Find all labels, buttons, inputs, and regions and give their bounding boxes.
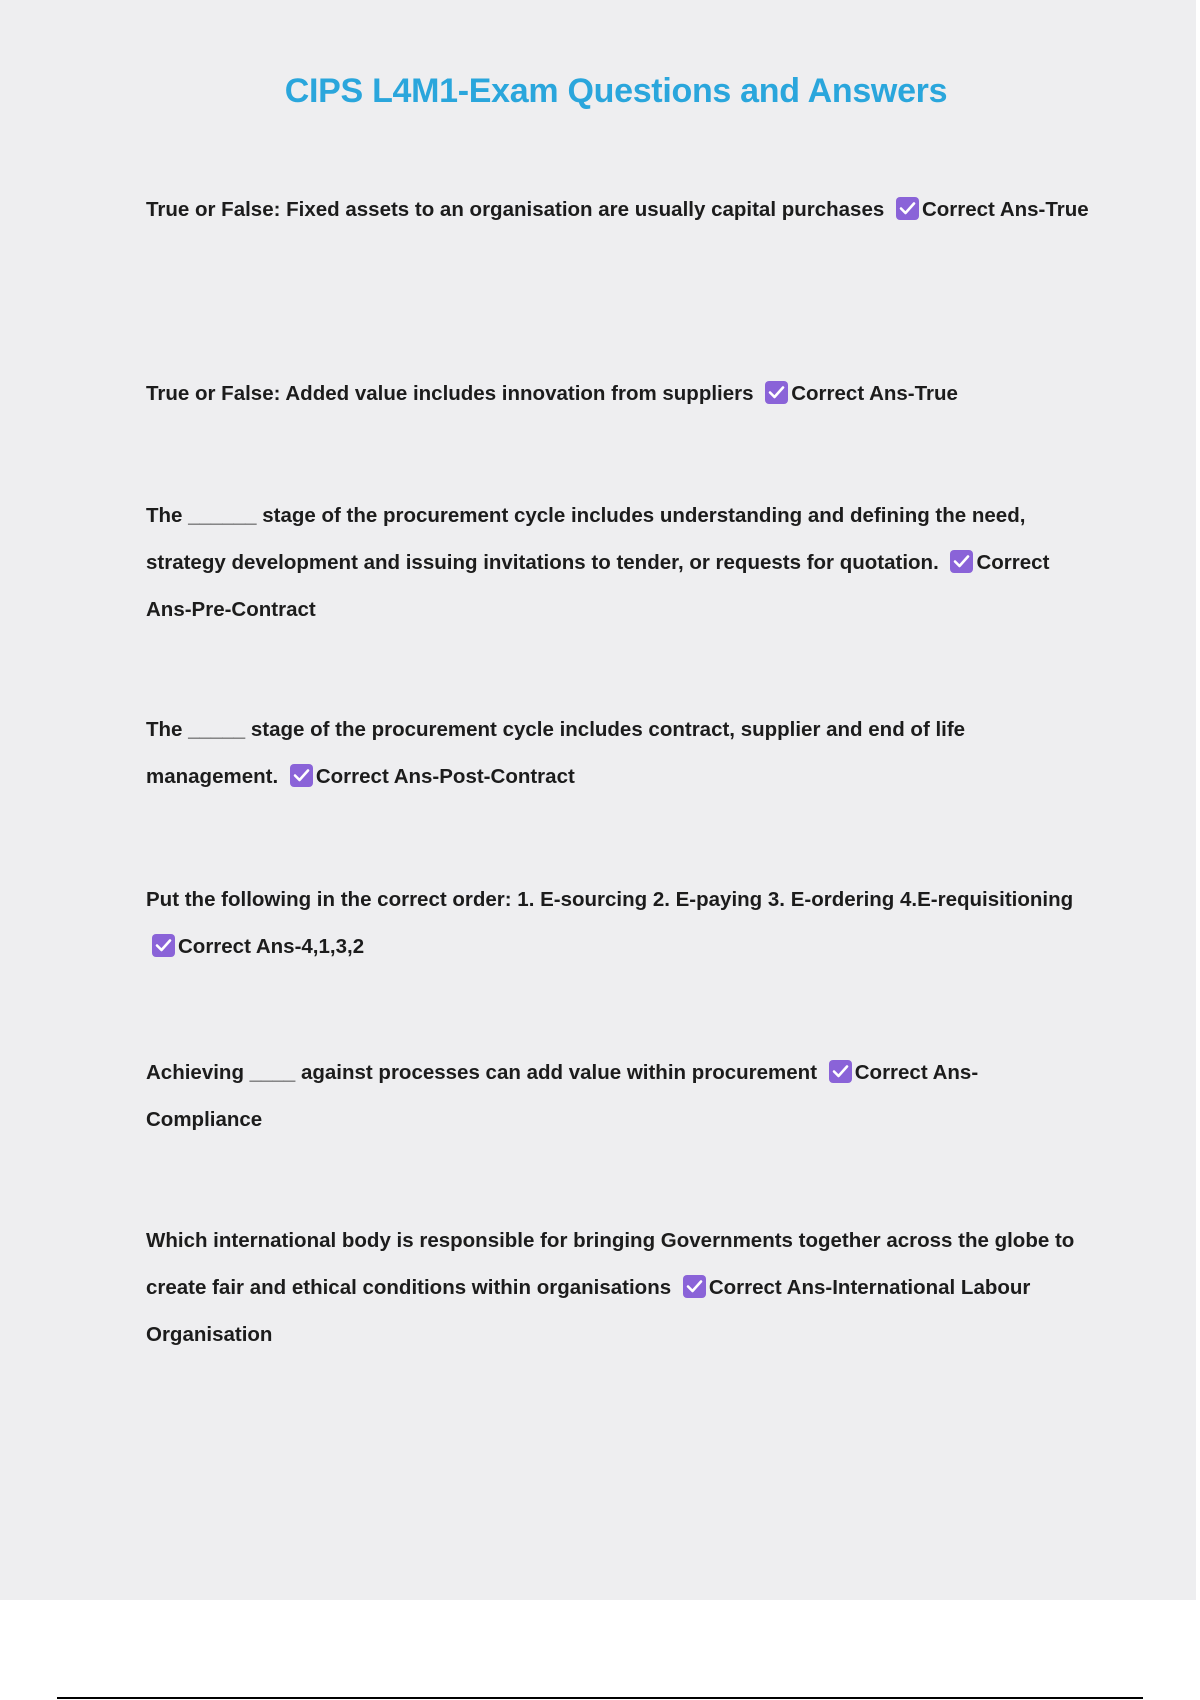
question-text: True or False: Added value includes innovation from suppliers <box>146 382 754 405</box>
checkbox-checked-icon <box>765 381 788 404</box>
question-text: Which international body is responsible for bringing Governments together across the globe to create fair and ethical conditions within organisations <box>146 1229 1075 1299</box>
qa-item <box>146 876 1094 970</box>
answer-text: Correct Ans-Compliance <box>146 1061 979 1131</box>
answer-text: Correct Ans-True <box>791 382 958 405</box>
answer-text: Correct Ans-True <box>921 198 1089 221</box>
checkbox-checked-icon <box>683 1275 706 1298</box>
qa-item <box>146 492 1094 633</box>
answer-text: Correct Ans-Pre-Contract <box>146 551 1050 621</box>
qa-item <box>146 370 1094 417</box>
answer-text: Correct Ans-4,1,3,2 <box>178 935 365 958</box>
checkbox-checked-icon <box>950 550 973 573</box>
document-title: CIPS L4M1-Exam Questions and Answers <box>284 72 948 110</box>
checkbox-checked-icon <box>152 934 175 957</box>
question-text: Achieving ____ against processes can add value within procurement <box>146 1061 818 1084</box>
checkbox-checked-icon <box>829 1060 852 1083</box>
qa-item <box>146 706 1094 800</box>
question-text: True or False: Fixed assets to an organisation are usually capital purchases <box>146 198 885 221</box>
answer-text: Correct Ans-International Labour Organisation <box>146 1276 1031 1346</box>
question-text: The ______ stage of the procurement cycle includes understanding and defining the need, strategy development and issuing invitations to tender, or requests for quotation. <box>146 504 1026 574</box>
qa-item <box>146 1049 1094 1143</box>
question-text: The _____ stage of the procurement cycle includes contract, supplier and end of life management. <box>146 718 966 788</box>
footer-divider <box>57 1697 1143 1699</box>
checkbox-checked-icon <box>290 764 313 787</box>
checkbox-checked-icon <box>896 197 919 220</box>
page-edge <box>1196 0 1200 1600</box>
qa-item <box>146 1217 1094 1358</box>
question-text: Put the following in the correct order: 1. E-sourcing 2. E-paying 3. E-ordering 4.E-requisitioning <box>146 888 1074 911</box>
qa-item <box>146 186 1094 233</box>
answer-text: Correct Ans-Post-Contract <box>315 765 575 788</box>
